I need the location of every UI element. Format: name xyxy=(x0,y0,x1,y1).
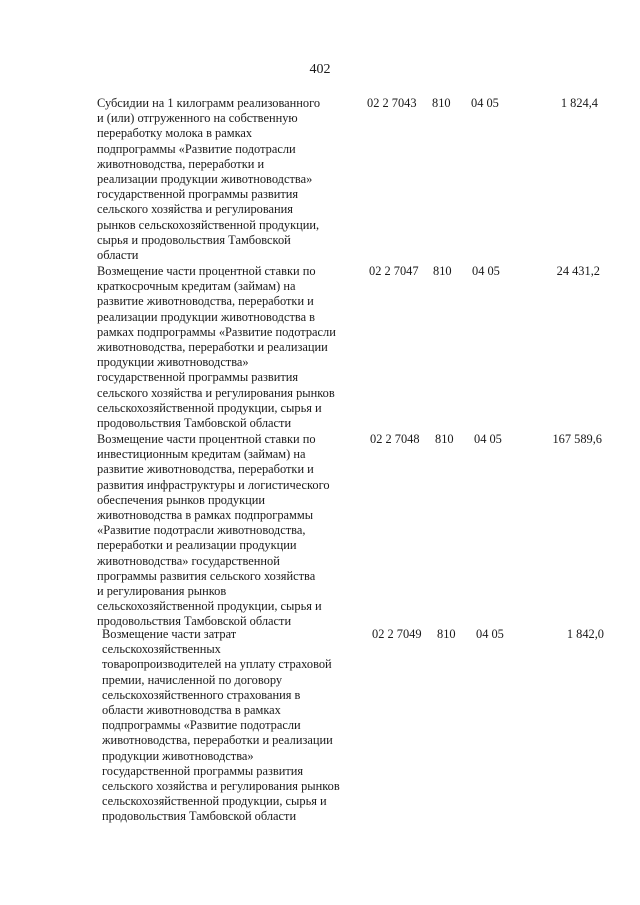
row-code: 02 2 7047 xyxy=(369,264,419,278)
row-section: 04 05 xyxy=(472,264,500,278)
row-section: 04 05 xyxy=(476,627,504,641)
page-number: 402 xyxy=(309,62,331,77)
row-vr: 810 xyxy=(437,627,456,641)
row-section: 04 05 xyxy=(474,432,502,446)
row-amount: 167 589,6 xyxy=(552,432,602,446)
row-vr: 810 xyxy=(432,96,451,110)
row-amount: 24 431,2 xyxy=(556,264,600,278)
row-vr: 810 xyxy=(435,432,454,446)
row-vr: 810 xyxy=(433,264,452,278)
row-code: 02 2 7043 xyxy=(367,96,417,110)
row-amount: 1 824,4 xyxy=(560,96,598,110)
row-description: Возмещение части затрат сельскохозяйственных товаропроизводителей на уплату страховой премии, начисленной по договору сельскохозяйственного страхования в области животноводства в рамках подпрограммы «Развитие подотрасли животноводства, переработки и реализации продукции животноводства» государственной программы развития сельского хозяйства и регулирования рынков сельскохозяйственной продукции, сырья и продовольствия Тамбовской области xyxy=(102,627,340,824)
row-amount: 1 842,0 xyxy=(566,627,604,641)
row-code: 02 2 7048 xyxy=(370,432,420,446)
row-section: 04 05 xyxy=(471,96,499,110)
row-description: Субсидии на 1 килограмм реализованного и (или) отгруженного на собственную переработку молока в рамках подпрограммы «Развитие подотрасли животноводства, переработки и реализации продукции животноводства» государственной программы развития сельского хозяйства и регулирования рынков сельскохозяйственной продукции, сырья и продовольствия Тамбовской области xyxy=(97,96,321,263)
row-description: Возмещение части процентной ставки по краткосрочным кредитам (займам) на развитие животноводства, переработки и реализации продукции животноводства в рамках подпрограммы «Развитие подотрасли животноводства, переработки и реализации продукции животноводства» государственной программы развития сельского хозяйства и регулирования рынков сельскохозяйственной продукции, сырья и продовольствия Тамбовской области xyxy=(97,264,336,431)
row-code: 02 2 7049 xyxy=(372,627,422,641)
row-description: Возмещение части процентной ставки по инвестиционным кредитам (займам) на развитие животноводства, переработки и развития инфраструктуры и логистического обеспечения рынков продукции животноводства в рамках подпрограммы «Развитие подотрасли животноводства, переработки и реализации продукции животноводства» государственной программы развития сельского хозяйства и регулирования рынков сельскохозяйственной продукции, сырья и продовольствия Тамбовской области xyxy=(97,432,330,629)
